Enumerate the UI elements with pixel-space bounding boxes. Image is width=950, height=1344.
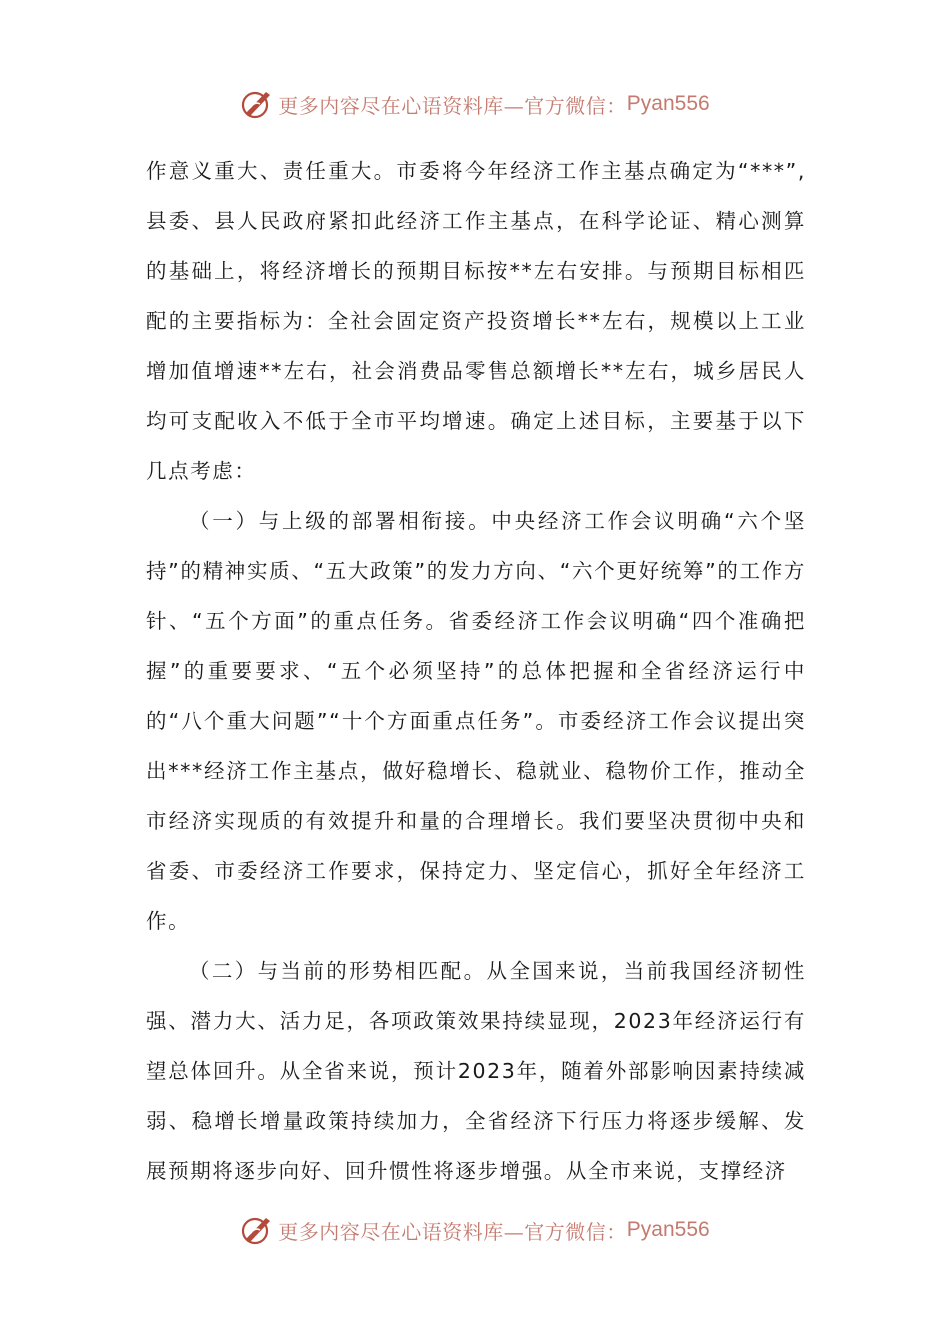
footer-watermark: [0, 1210, 950, 1250]
watermark-text: 更多内容尽在心语资料库—官方微信：: [278, 1219, 627, 1244]
document-body: [146, 146, 806, 1196]
paragraph: 作意义重大、责任重大。市委将今年经济工作主基点确定为“***”,县委、县人民政府紧扣此经济工作主基点，在科学论证、精心测算的基础上，将经济增长的预期目标按**左右安排。与预期目标相匹配的主要指标为：全社会固定资产投资增长**左右，规模以上工业增加值增速**左右，社会消费品零售总额增长**左右，城乡居民人均可支配收入不低于全市平均增速。确定上述目标，主要基于以下几点考虑：: [146, 159, 806, 483]
watermark-wechat-id: Pyan556: [626, 92, 710, 115]
paragraph: （一）与上级的部署相衔接。中央经济工作会议明确“六个坚持”的精神实质、“五大政策”的发力方向、“六个更好统筹”的工作方针、“五个方面”的重点任务。省委经济工作会议明确“四个准确把握”的重要要求、“五个必须坚持”的总体把握和全省经济运行中的“八个重大问题”“十个方面重点任务”。市委经济工作会议提出突出***经济工作主基点，做好稳增长、稳就业、稳物价工作，推动全市经济实现质的有效提升和量的合理增长。我们要坚决贯彻中央和省委、市委经济工作要求，保持定力、坚定信心，抓好全年经济工作。: [146, 509, 806, 933]
paragraph: （二）与当前的形势相匹配。从全国来说，当前我国经济韧性强、潜力大、活力足，各项政策效果持续显现，2023年经济运行有望总体回升。从全省来说，预计2023年，随着外部影响因素持续减弱、稳增长增量政策持续加力，全省经济下行压力将逐步缓解、发展预期将逐步向好、回升惯性将逐步增强。从全市来说，支撑经济: [146, 959, 806, 1183]
pen-logo-icon: [240, 87, 274, 121]
watermark-wechat-id: Pyan556: [626, 1218, 710, 1241]
pen-logo-icon: [240, 1213, 274, 1247]
header-watermark: [0, 84, 950, 124]
watermark-text: 更多内容尽在心语资料库—官方微信：: [278, 93, 627, 118]
